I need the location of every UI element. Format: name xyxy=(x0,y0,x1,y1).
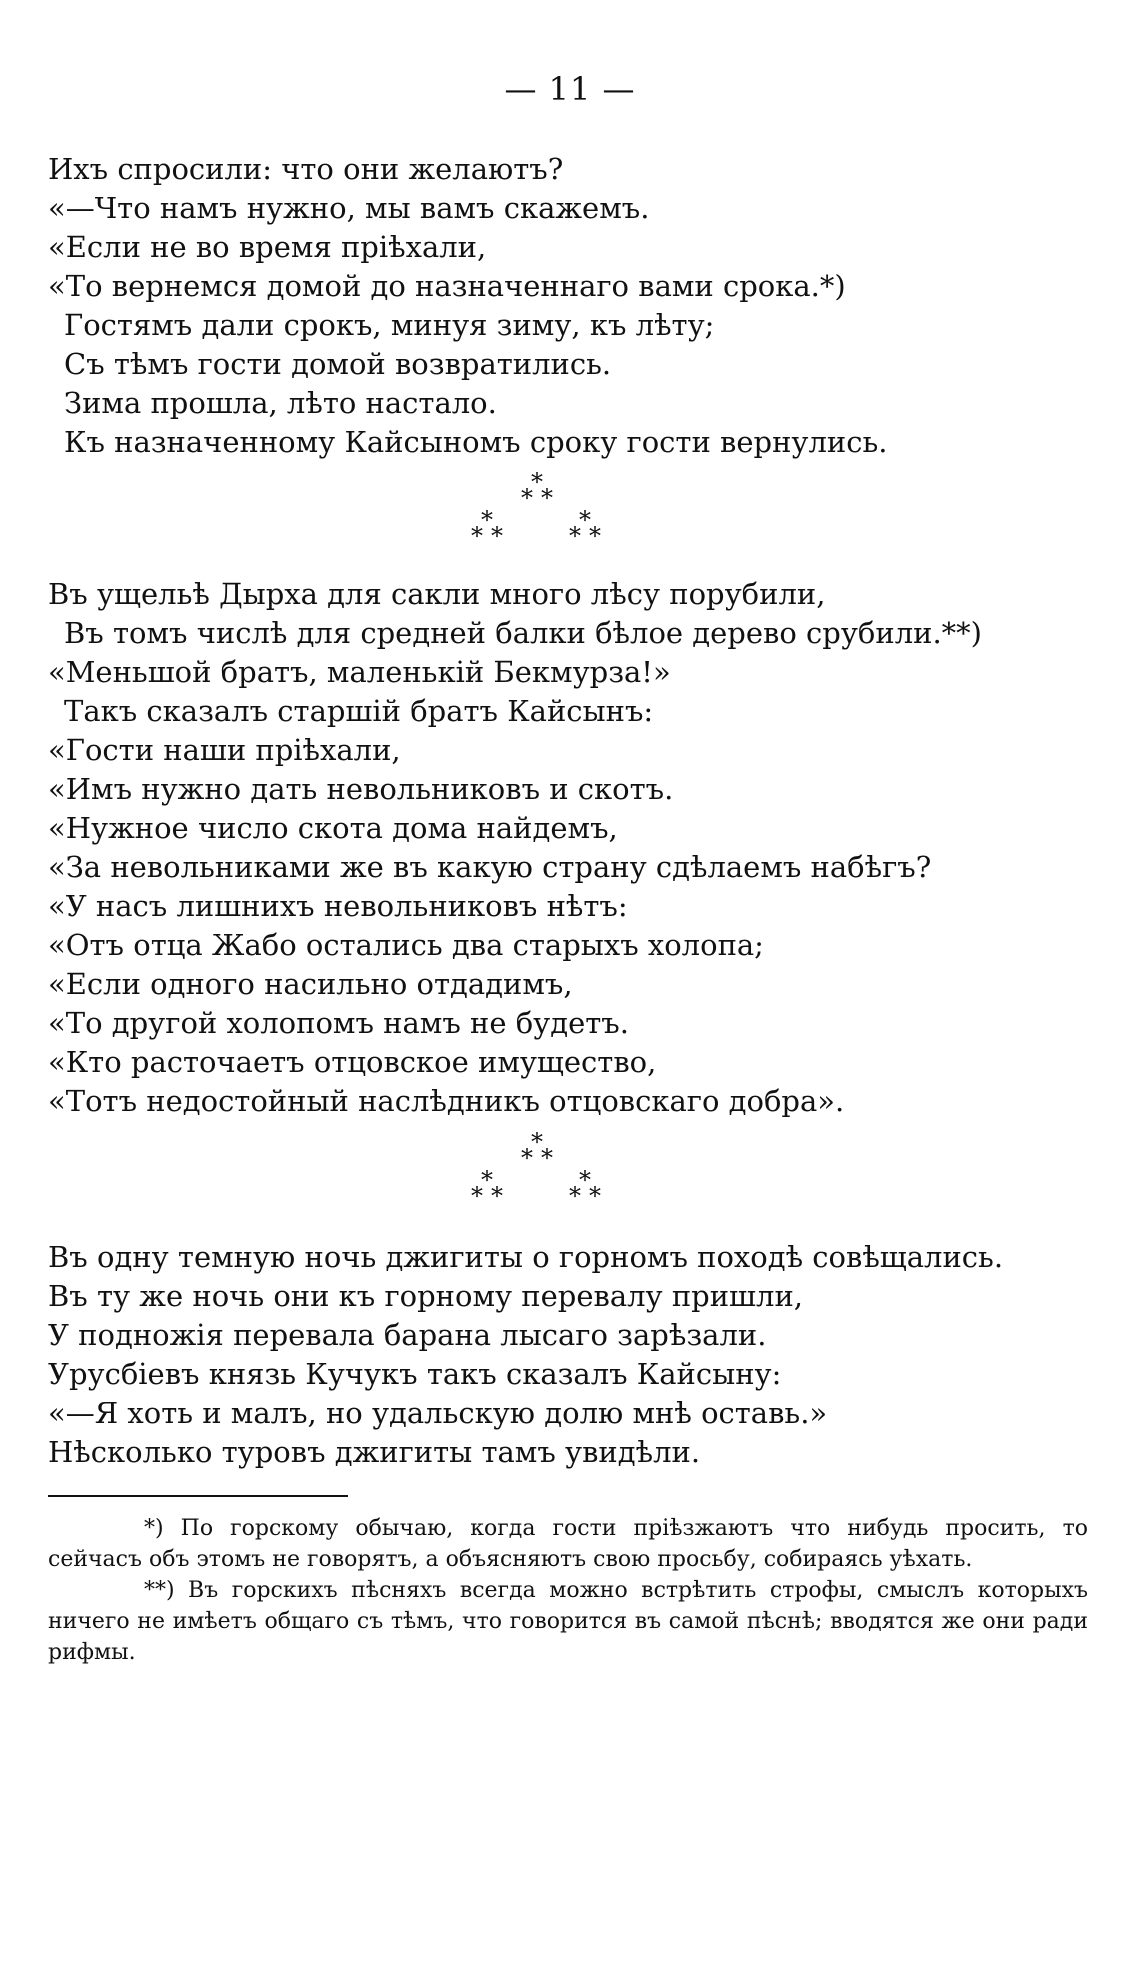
verse-line: Урусбіевъ князь Кучукъ такъ сказалъ Кайсыну: xyxy=(48,1357,782,1391)
verse-line: «Имъ нужно дать невольниковъ и скотъ. xyxy=(48,772,674,806)
stanza-1 xyxy=(48,150,1108,462)
verse-line: Такъ сказалъ старшій братъ Кайсынъ: xyxy=(64,694,654,728)
verse-line: «Тотъ недостойный наслѣдникъ отцовскаго добра». xyxy=(48,1084,845,1118)
asterism-star: * xyxy=(481,1166,493,1194)
verse-line: «У насъ лишнихъ невольниковъ нѣтъ: xyxy=(48,889,628,923)
asterism-star: * xyxy=(481,506,493,534)
asterism-star: * xyxy=(579,1166,591,1194)
verse-line: Въ ущельѣ Дырха для сакли много лѣсу порубили, xyxy=(48,577,826,611)
verse-line: «То другой холопомъ намъ не будетъ. xyxy=(48,1006,629,1040)
verse-line: «—Я хоть и малъ, но удальскую долю мнѣ оставь.» xyxy=(48,1396,828,1430)
verse-line: Въ ту же ночь они къ горному перевалу пришли, xyxy=(48,1279,803,1313)
page-number: — 11 — xyxy=(504,70,636,108)
verse-line: «—Что намъ нужно, мы вамъ скажемъ. xyxy=(48,191,650,225)
verse-line: «За невольниками же въ какую страну сдѣлаемъ набѣгъ? xyxy=(48,850,932,884)
asterism-star: * xyxy=(531,1128,543,1156)
verse-line: «То вернемся домой до назначеннаго вами срока.*) xyxy=(48,269,846,303)
asterism-star: * xyxy=(541,1144,553,1172)
stanza-3 xyxy=(48,1238,1108,1472)
asterism-star: * xyxy=(521,484,533,512)
asterism-star: * xyxy=(521,1144,533,1172)
asterism-divider xyxy=(455,470,635,560)
asterism-star: * xyxy=(531,468,543,496)
asterism-star: * xyxy=(471,522,483,550)
verse-line: Зима прошла, лѣто настало. xyxy=(64,386,497,420)
verse-line: У подножія перевала барана лысаго зарѣзали. xyxy=(48,1318,767,1352)
footnote-separator xyxy=(48,1495,348,1497)
asterism-divider xyxy=(455,1130,635,1220)
verse-line: Нѣсколько туровъ джигиты тамъ увидѣли. xyxy=(48,1435,701,1469)
verse-line: Съ тѣмъ гости домой возвратились. xyxy=(64,347,612,381)
stanza-2 xyxy=(48,575,1108,1121)
asterism-star: * xyxy=(471,1182,483,1210)
verse-line: Въ одну темную ночь джигиты о горномъ походѣ совѣщались. xyxy=(48,1240,1004,1274)
asterism-star: * xyxy=(569,522,581,550)
asterism-star: * xyxy=(579,506,591,534)
asterism-star: * xyxy=(491,1182,503,1210)
footnote-2: **) Въ горскихъ пѣсняхъ всегда можно встрѣтить строфы, смыслъ которыхъ ничего не имѣетъ общаго съ тѣмъ, что говорится въ самой пѣснѣ; вводятся же они ради рифмы. xyxy=(48,1578,1088,1665)
verse-line: Въ томъ числѣ для средней балки бѣлое дерево срубили.**) xyxy=(64,616,982,650)
verse-line: Къ назначенному Кайсыномъ сроку гости вернулись. xyxy=(64,425,888,459)
verse-line: «Гости наши пріѣхали, xyxy=(48,733,401,767)
asterism-star: * xyxy=(491,522,503,550)
asterism-star: * xyxy=(589,522,601,550)
verse-line: «Меньшой братъ, маленькій Бекмурза!» xyxy=(48,655,671,689)
verse-line: «Если не во время пріѣхали, xyxy=(48,230,487,264)
asterism-star: * xyxy=(589,1182,601,1210)
verse-line: «Нужное число скота дома найдемъ, xyxy=(48,811,618,845)
verse-line: «Если одного насильно отдадимъ, xyxy=(48,967,573,1001)
footnotes xyxy=(48,1513,1088,1668)
asterism-star: * xyxy=(541,484,553,512)
footnote-1: *) По горскому обычаю, когда гости пріѣзжаютъ что нибудь просить, то сейчасъ объ этомъ не говорятъ, а объясняютъ свою просьбу, собираясь уѣхать. xyxy=(48,1516,1088,1572)
asterism-star: * xyxy=(569,1182,581,1210)
verse-line: «Отъ отца Жабо остались два старыхъ холопа; xyxy=(48,928,764,962)
verse-line: «Кто расточаетъ отцовское имущество, xyxy=(48,1045,657,1079)
verse-line: Ихъ спросили: что они желаютъ? xyxy=(48,152,564,186)
verse-line: Гостямъ дали срокъ, минуя зиму, къ лѣту; xyxy=(64,308,715,342)
